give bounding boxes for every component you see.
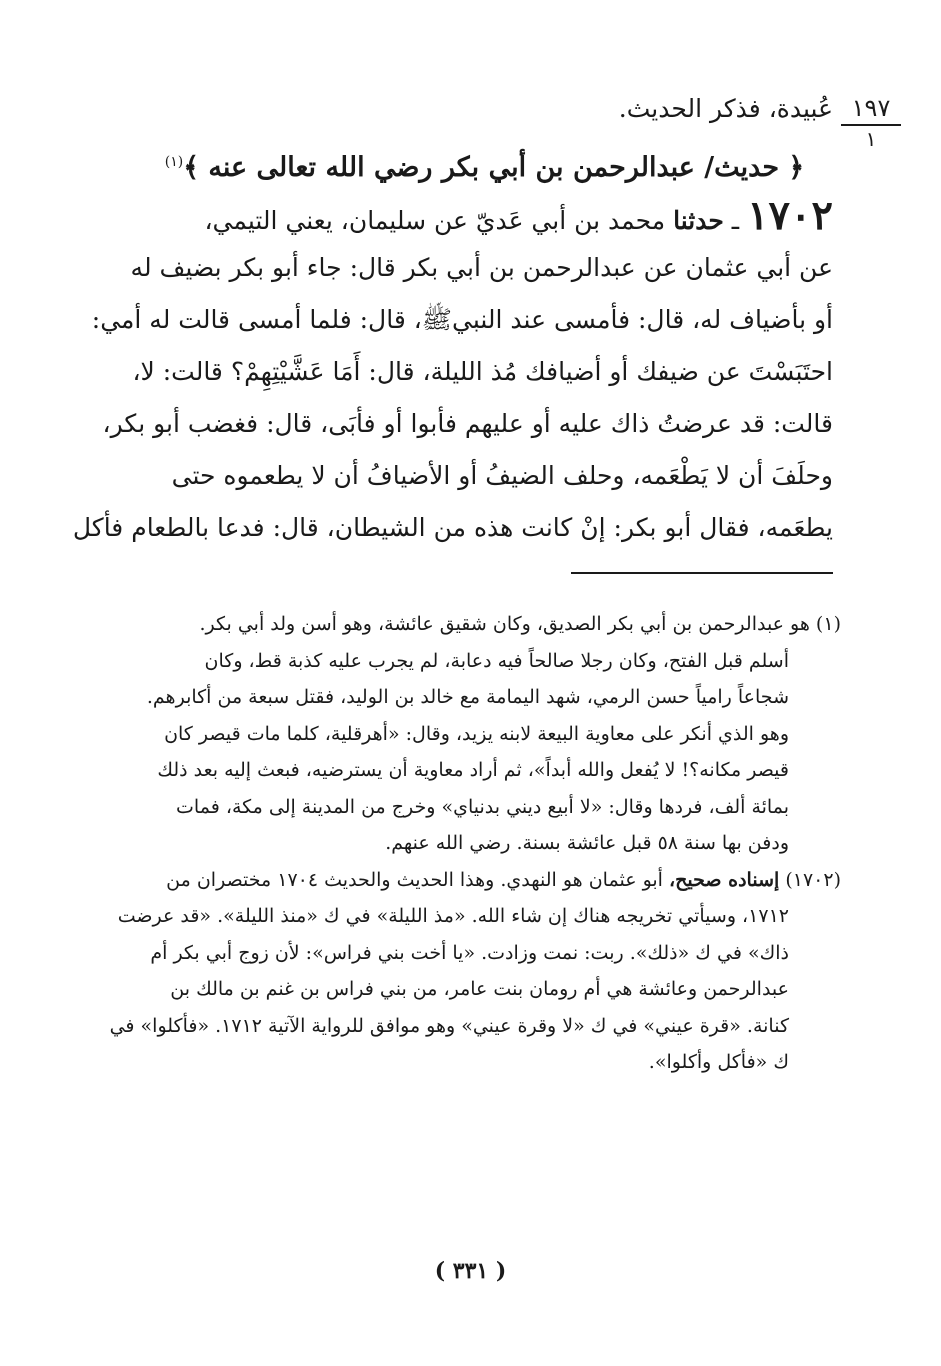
footnote-1-line: شجاعاً رامياً حسن الرمي، شهد اليمامة مع خالد بن الوليد، فقتل سبعة من أكابرهم. — [146, 686, 789, 708]
main-text — [72, 86, 833, 554]
footnote-1-line: بمائة ألف، فردها وقال: «لا أبيع ديني بدنياي» وخرج من المدينة إلى مكة، فمات — [176, 795, 789, 818]
margin-reference-volume-page: ١٩٧ — [841, 94, 901, 126]
intro-line: عُبيدة، فذكر الحديث. — [618, 94, 833, 123]
hadith-text-line: أو بأضياف له، قال: فأمسى عند النبيﷺ، قال: فلما أمسى قالت له أمي: — [91, 305, 833, 334]
footnotes — [109, 606, 841, 1081]
hadith-label: حدثنا — [673, 206, 724, 235]
hadith-text-line: يطعَمه، فقال أبو بكر: إنْ كانت هذه من الشيطان، قال: فدعا بالطعام فأكل — [72, 513, 833, 542]
footnote-2-line: عبدالرحمن وعائشة هي أم رومان بنت عامر، من بني فراس بن غنم بن مالك بن — [170, 978, 789, 1000]
footnote-2-line: ك «فأكل وأكلوا». — [648, 1051, 789, 1073]
footnote-2-text: أبو عثمان هو النهدي. وهذا الحديث والحديث ١٧٠٤ مختصران من — [166, 868, 663, 891]
hadith-number: ١٧٠٢ — [747, 192, 833, 239]
footnote-1-line: ودفن بها سنة ٥٨ قبل عائشة بسنة. رضي الله عنهم. — [385, 832, 789, 854]
hadith-text-line: احتَبَسْتَ عن ضيفك أو أضيافك مُذ الليلة، قال: أَمَا عَشَّيْتِهِمْ؟ قالت: لا، — [132, 357, 833, 386]
hadith-first-line — [136, 190, 833, 242]
hadith-text-line: عن أبي عثمان عن عبدالرحمن بن أبي بكر قال: جاء أبو بكر بضيف له — [130, 253, 833, 282]
footnote-2-line: ١٧١٢، وسيأتي تخريجه هناك إن شاء الله. «مذ الليلة» في ك «منذ الليلة». «قد عرضت — [117, 905, 789, 927]
footnote-2-number: (١٧٠٢) — [785, 868, 841, 891]
footnote-2-grading: إسناده صحيح، — [669, 868, 780, 891]
hadith-text-line: محمد بن أبي عَديّ عن سليمان، يعني التيمي، — [204, 206, 666, 235]
footnote-1-line: قيصر مكانه؟! لا يُفعل والله أبداً»، ثم أراد معاوية أن يسترضيه، فبعث إليه بعد ذلك — [157, 759, 789, 781]
margin-reference-part: ١ — [865, 127, 877, 151]
footnote-1-line: (١) هو عبدالرحمن بن أبي بكر الصديق، وكان شقيق عائشة، وهو أسن ولد أبي بكر. — [199, 613, 841, 635]
hadith-text-line: وحلَفَ أن لا يَطْعَمه، وحلف الضيفُ أو الأضيافُ أن لا يطعموه حتى — [171, 461, 833, 490]
footnote-2-line: كنانة. «قرة عيني» في ك «لا وقرة عيني» وهو موافق للرواية الآتية ١٧١٢. «فأكلوا» في — [109, 1014, 789, 1037]
footnote-separator — [571, 572, 833, 574]
footnote-1-line: وهو الذي أنكر على معاوية البيعة لابنه يزيد، وقال: «أهرقلية، كلما مات قيصر كان — [164, 722, 789, 745]
footnote-1-line: أسلم قبل الفتح، وكان رجلا صالحاً فيه دعابة، لم يجرب عليه كذبة قط، وكان — [204, 649, 789, 672]
hadith-text-line: قالت: قد عرضتُ ذاك عليه أو عليهم فأبوا أو فأبَى، قال: فغضب أبو بكر، — [102, 409, 833, 438]
margin-reference — [841, 94, 901, 152]
chapter-heading — [136, 134, 833, 190]
hadith-dash: ـ — [731, 206, 740, 235]
footnote-marker: (١) — [164, 154, 184, 170]
footnote-2-first-line — [136, 862, 841, 899]
footnote-2-line: ذاك» في ك «ذلك». ربت: نمت وزادت. «يا أخت بني فراس»: لأن زوج أبي بكر أم — [150, 941, 789, 964]
chapter-heading-text: ﴿ حديث/ عبدالرحمن بن أبي بكر رضي الله تعالى عنه ﴾ — [183, 152, 805, 183]
page-number: ( ٣٣١ ) — [434, 1258, 507, 1284]
